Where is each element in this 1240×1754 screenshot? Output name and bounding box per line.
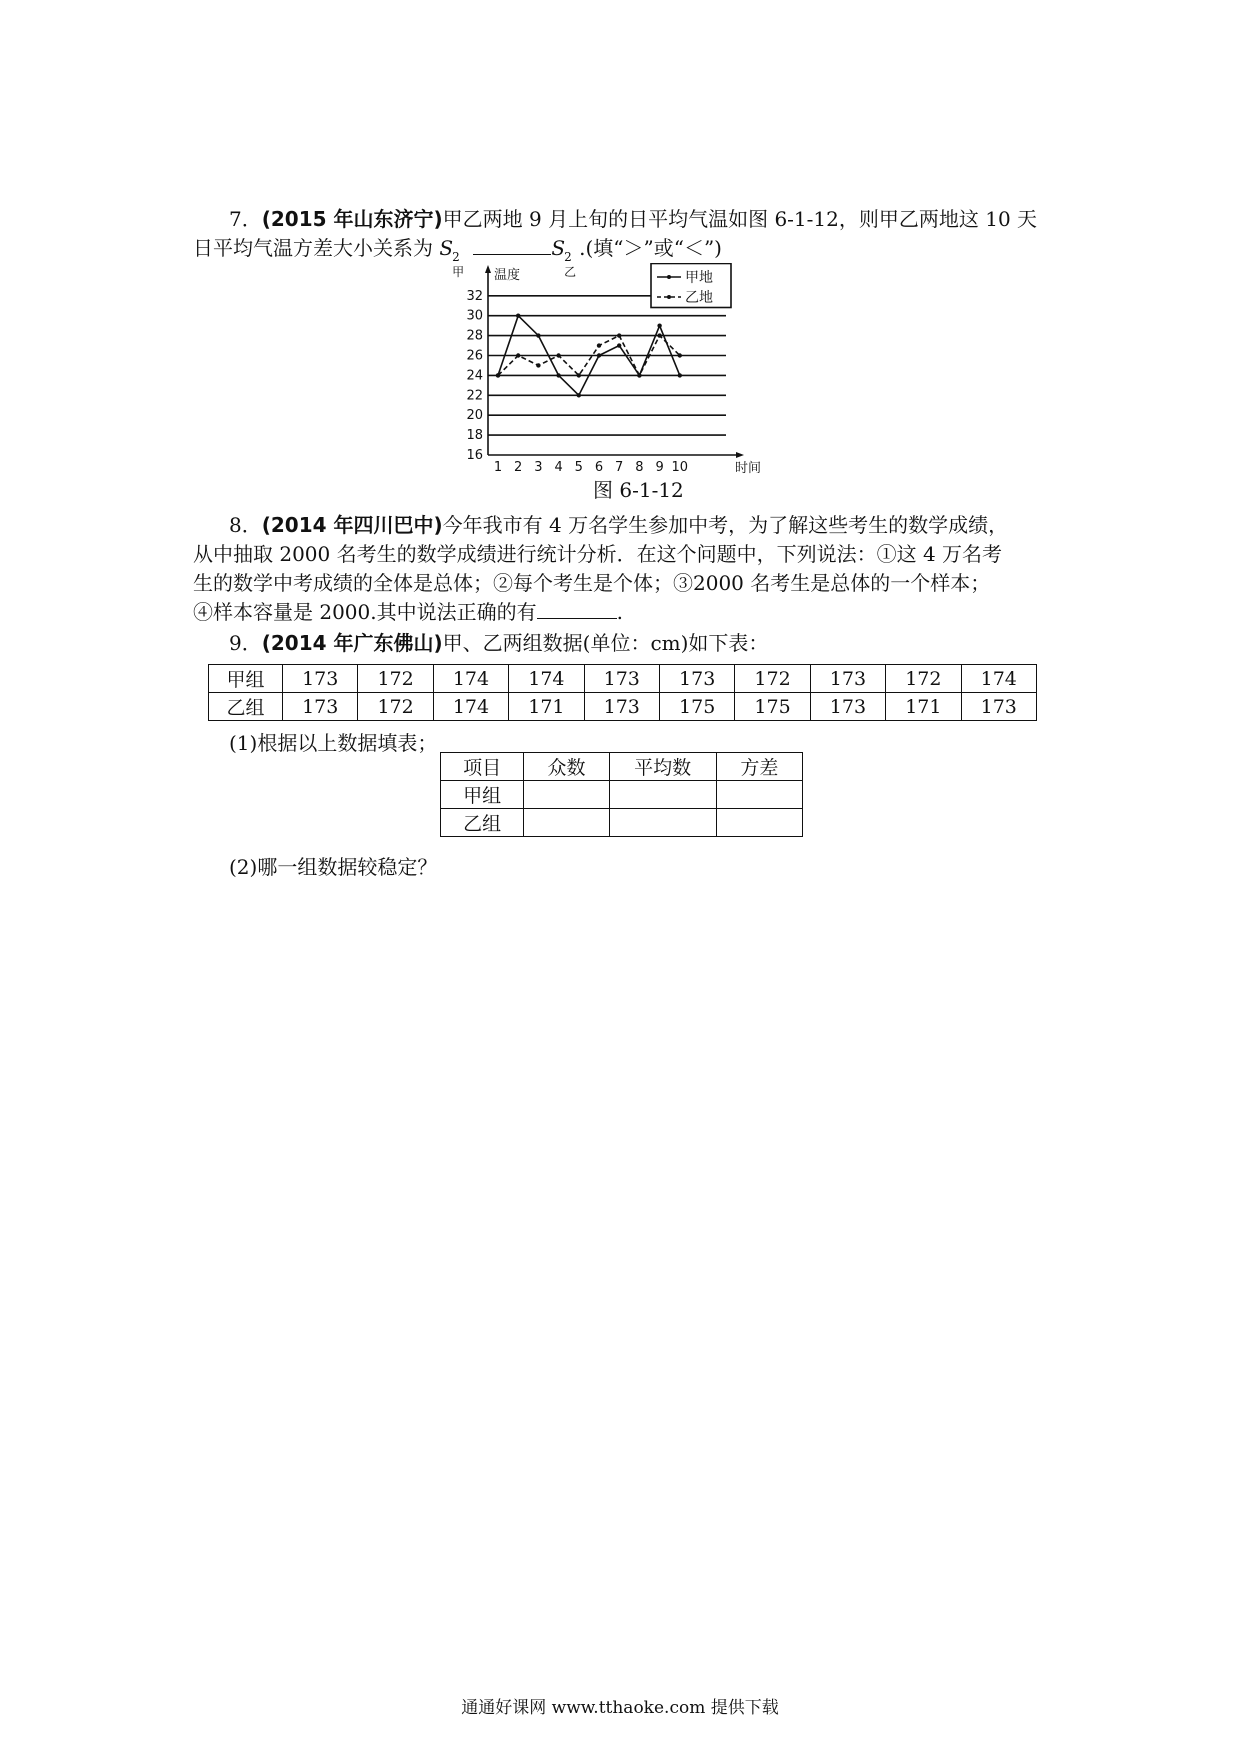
x-axis-arrow — [736, 452, 744, 458]
table-cell: 174 — [509, 665, 584, 693]
question-9-number: 9． — [229, 631, 262, 655]
question-7-text-2: 日平均气温方差大小关系为 — [193, 236, 433, 260]
legend-marker — [667, 275, 671, 279]
page-footer: 通通好课网 www.tthaoke.com 提供下载 — [461, 1698, 779, 1718]
data-point — [577, 373, 581, 377]
data-point — [678, 353, 682, 357]
question-8-text-3: 生的数学中考成绩的全体是总体；②每个考生是个体；③2000 名考生是总体的一个样本； — [193, 571, 991, 595]
question-7-text: 甲乙两地 9 月上旬的日平均气温如图 6-1-12，则甲乙两地这 10 天 — [442, 207, 1038, 231]
question-9-text: 甲、乙两组数据(单位：cm)如下表： — [442, 631, 769, 655]
table-cell: 171 — [509, 693, 584, 721]
data-point — [617, 343, 621, 347]
data-point — [536, 363, 540, 367]
question-9-part-1: (1)根据以上数据填表； — [229, 731, 438, 755]
row-label: 乙组 — [441, 809, 524, 837]
column-header: 平均数 — [609, 753, 716, 781]
question-8-line-4 — [193, 598, 1063, 627]
variance-symbol-2: S 2 乙 — [551, 236, 577, 279]
question-9-intro — [193, 629, 1063, 658]
table-cell: 171 — [886, 693, 961, 721]
question-8-number: 8． — [229, 513, 262, 537]
table-row — [209, 665, 1037, 693]
question-8-period: . — [616, 600, 623, 624]
question-7-source: (2015 年山东济宁) — [261, 207, 443, 231]
table-cell: 172 — [735, 665, 810, 693]
x-tick-label: 8 — [635, 460, 644, 475]
y-axis-arrow — [485, 265, 491, 273]
answer-cell[interactable] — [609, 809, 716, 837]
y-tick-label: 24 — [466, 368, 483, 384]
question-7-number: 7． — [229, 207, 262, 231]
x-tick-label: 2 — [514, 460, 523, 475]
data-point — [496, 373, 500, 377]
table-row — [441, 781, 803, 809]
row-label: 甲组 — [209, 665, 283, 693]
data-point — [617, 333, 621, 337]
x-tick-label: 3 — [534, 460, 543, 475]
row-label: 乙组 — [209, 693, 283, 721]
data-point — [536, 333, 540, 337]
answer-cell[interactable] — [716, 809, 802, 837]
y-tick-label: 22 — [466, 388, 483, 404]
x-tick-label: 1 — [493, 460, 503, 475]
answer-blank-q8[interactable] — [537, 600, 617, 619]
question-8-source: (2014 年四川巴中) — [261, 513, 443, 537]
data-point — [678, 373, 682, 377]
question-9 — [193, 629, 1063, 658]
table-cell: 173 — [584, 693, 659, 721]
column-header: 项目 — [441, 753, 524, 781]
table-cell: 174 — [433, 693, 508, 721]
answer-blank-q7[interactable] — [473, 236, 551, 255]
x-tick-label: 4 — [554, 460, 563, 475]
question-8-text-1: 今年我市有 4 万名学生参加中考，为了解这些考生的数学成绩， — [442, 513, 1009, 537]
data-point — [516, 314, 520, 318]
table-cell: 174 — [433, 665, 508, 693]
answer-cell[interactable] — [524, 781, 609, 809]
table-cell: 173 — [283, 665, 358, 693]
table-cell: 173 — [961, 693, 1036, 721]
table-cell: 172 — [358, 693, 433, 721]
question-8-text-2: 从中抽取 2000 名考生的数学成绩进行统计分析．在这个问题中，下列说法：①这 4 万名考 — [193, 542, 1003, 566]
question-7-line-1 — [193, 205, 1063, 234]
temperature-line-chart — [443, 263, 833, 475]
x-tick-label: 7 — [615, 460, 624, 475]
y-tick-label: 20 — [466, 408, 483, 424]
question-7-text-3: .(填“＞”或“＜”) — [579, 236, 722, 260]
legend-marker — [667, 295, 671, 299]
table-cell: 173 — [584, 665, 659, 693]
y-tick-label: 28 — [466, 328, 483, 344]
y-tick-label: 16 — [466, 448, 483, 463]
y-axis-label: 温度 — [494, 268, 521, 283]
data-point — [597, 343, 601, 347]
table-cell: 175 — [735, 693, 810, 721]
variance-symbol-1: S 2 甲 — [439, 236, 465, 279]
data-point — [637, 373, 641, 377]
data-point — [556, 373, 560, 377]
table-cell: 174 — [961, 665, 1036, 693]
data-point — [657, 333, 661, 337]
column-header: 众数 — [524, 753, 609, 781]
x-tick-label: 10 — [671, 460, 689, 475]
chart-caption: 图 6-1-12 — [593, 478, 684, 502]
table-cell: 172 — [886, 665, 961, 693]
legend-label: 甲地 — [685, 270, 713, 286]
table-cell: 173 — [283, 693, 358, 721]
question-8 — [193, 511, 1063, 627]
table-cell: 173 — [659, 665, 734, 693]
data-point — [597, 353, 601, 357]
row-label: 甲组 — [441, 781, 524, 809]
question-9-source: (2014 年广东佛山) — [261, 631, 443, 655]
x-tick-label: 9 — [655, 460, 664, 475]
table-header-row — [441, 753, 803, 781]
x-tick-label: 5 — [574, 460, 583, 475]
answer-cell[interactable] — [609, 781, 716, 809]
answer-cell[interactable] — [716, 781, 802, 809]
table-cell: 173 — [810, 693, 885, 721]
data-point — [556, 353, 560, 357]
y-tick-label: 26 — [466, 348, 483, 364]
q9-data-table — [208, 664, 1037, 721]
data-point — [516, 353, 520, 357]
y-tick-label: 18 — [466, 428, 483, 444]
table-cell: 172 — [358, 665, 433, 693]
y-tick-label: 30 — [466, 308, 483, 324]
table-row — [441, 809, 803, 837]
question-8-text-4: ④样本容量是 2000.其中说法正确的有 — [193, 600, 537, 624]
q9-fill-table — [440, 752, 803, 837]
x-axis-label: 时间 — [734, 461, 762, 475]
question-9-part-2: (2)哪一组数据较稳定？ — [229, 855, 438, 879]
table-row — [209, 693, 1037, 721]
y-tick-label: 32 — [466, 288, 483, 304]
data-point — [577, 393, 581, 397]
column-header: 方差 — [716, 753, 802, 781]
question-8-line-1 — [193, 511, 1063, 540]
table-cell: 175 — [659, 693, 734, 721]
answer-cell[interactable] — [524, 809, 609, 837]
table-cell: 173 — [810, 665, 885, 693]
data-point — [657, 323, 661, 327]
x-tick-label: 6 — [594, 460, 604, 475]
legend-label: 乙地 — [685, 290, 713, 306]
